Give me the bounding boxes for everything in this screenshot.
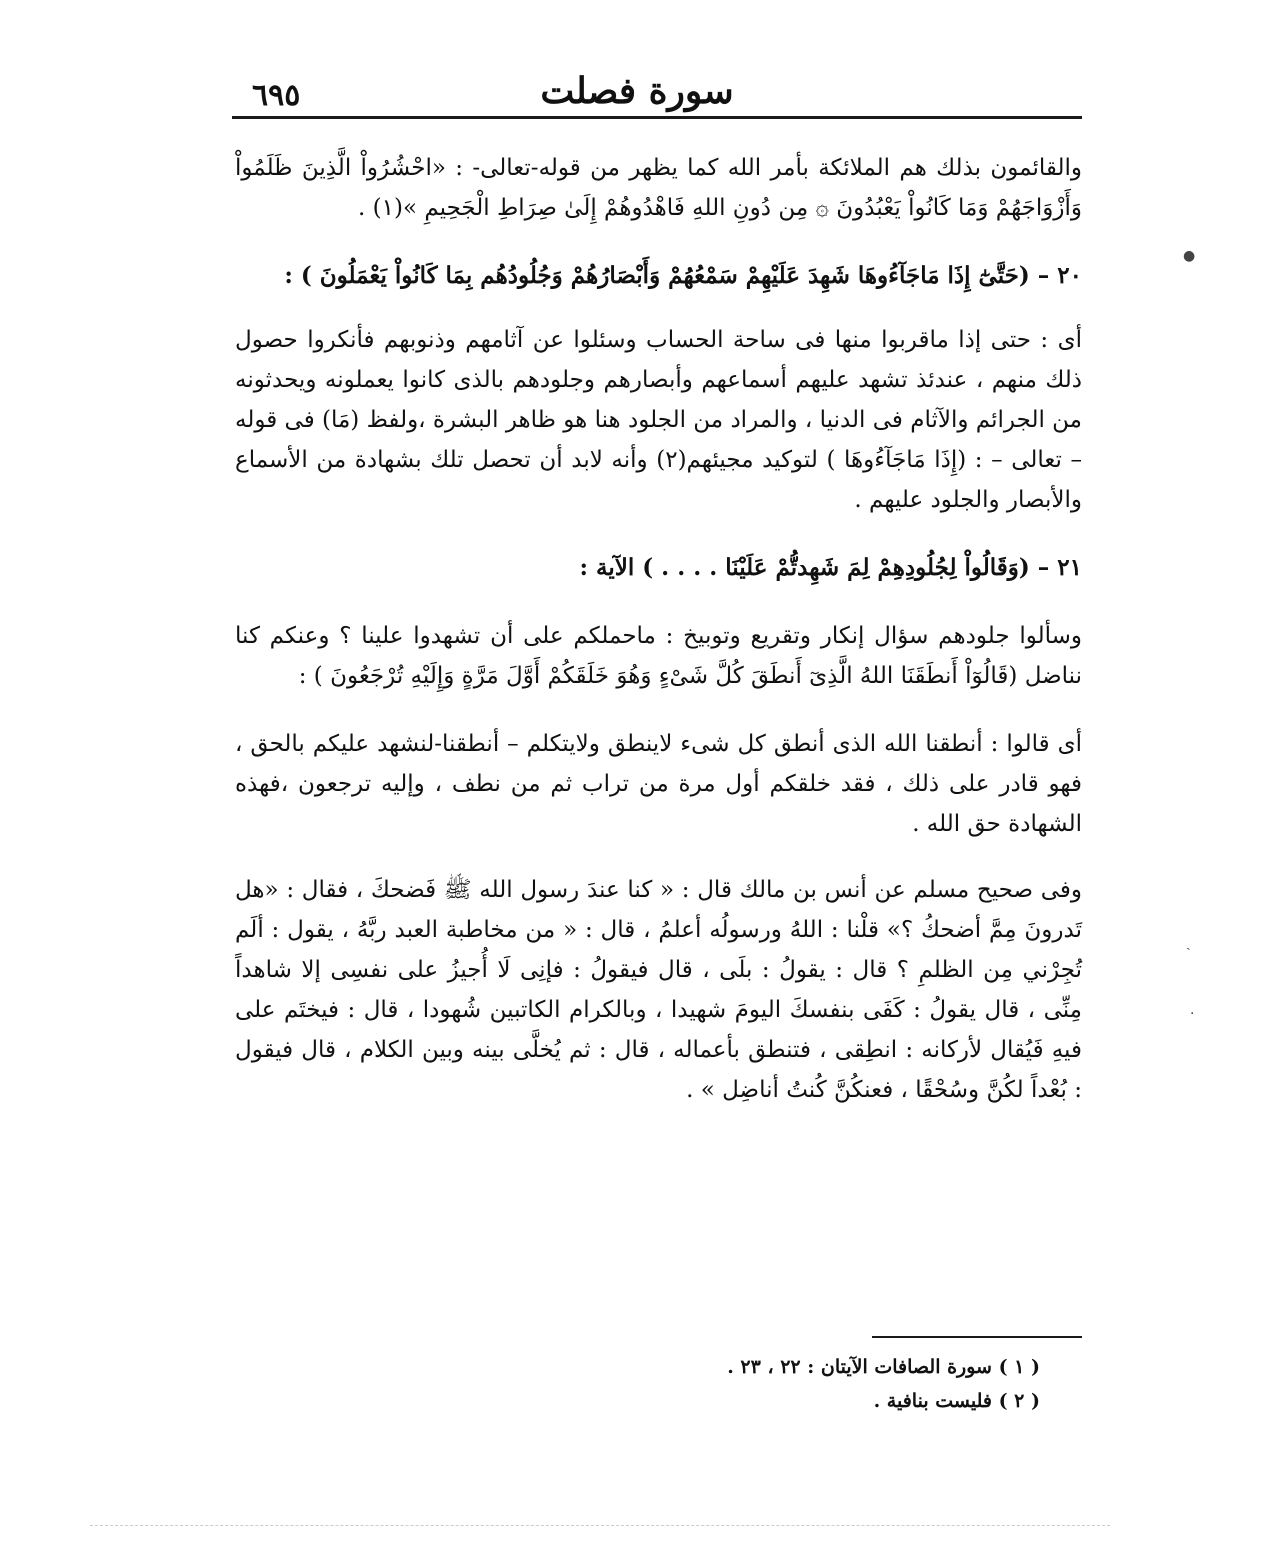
- footnote-rule: [872, 1336, 1082, 1338]
- margin-dot: ·: [1190, 1006, 1195, 1022]
- footnote-1: ( ١ ) سورة الصافات الآيتان : ٢٢ ، ٢٣ .: [727, 1356, 1040, 1378]
- paragraph-hadith: وفى صحيح مسلم عن أنس بن مالك قال : « كنا عندَ رسول الله ﷺ فَضحكَ ، فقال : «هل تَدرونَ مِمَّ أضحكُ ؟» قلْنا : اللهُ ورسولُه أعلمُ ، قال : « من مخاطبة العبد ربَّهُ ، يقول : ألَم تُجِرْني مِن الظلمِ ؟ قال : يقولُ : بلَى ، قال فيقولُ : فإنِى لَا أُجيزُ على نفسِى إلا شاهداً مِنِّى ، قال يقولُ : كَفَى بنفسكَ اليومَ شهيدا ، وبالكرام الكاتبين شُهودا ، قال : فيختَم على فيهِ فَيُقال لأركانه : انطِقى ، فتنطق بأعماله ، قال : ثم يُخلَّى بينه وبين الكلام ، قال فيقول : بُعْداً لكُنَّ وسُحْقًا ، فعنكُنَّ كُنتُ أناضِل » .: [235, 877, 1082, 1103]
- scan-edge-line: [90, 1525, 1110, 1526]
- page-body: [235, 140, 1082, 1110]
- paragraph-verse-20-explanation: أى : حتى إذا ماقربوا منها فى ساحة الحساب وسئلوا عن آثامهم وذنوبهم فأنكروا حصول ذلك منهم ، عندئذ تشهد عليهم أسماعهم وأبصارهم وجلودهم بالذى كانوا يعملونه ويحدثونه من الجرائم والآثام فى الدنيا ، والمراد من الجلود هنا هو ظاهر البشرة ،ولفظ (مَا) فى قوله – تعالى – : (إِذَا مَاجَآءُوهَا ) لتوكيد مجيئهم(٢) وأنه لابد أن تحصل تلك بشهادة من الأسماع والأبصار والجلود عليهم .: [235, 327, 1082, 513]
- header-rule: [232, 116, 1082, 119]
- margin-dot: ●: [1183, 248, 1196, 264]
- footnotes: [600, 1350, 1040, 1418]
- page-title: سورة فصلت: [540, 70, 734, 112]
- verse-21-heading: ٢١ – (وَقَالُواْ لِجُلُودِهِمْ لِمَ شَهِدتُّمْ عَلَيْنَا . . . . ) الآية :: [579, 554, 1082, 581]
- footnote-2: ( ٢ ) فليست بنافية .: [873, 1390, 1040, 1412]
- paragraph-angels-intro: والقائمون بذلك هم الملائكة بأمر الله كما يظهر من قوله-تعالى- : «احْشُرُواْ الَّذِينَ ظَلَمُواْ وَأَزْوَاجَهُمْ وَمَا كَانُواْ يَعْبُدُونَ ۞ مِن دُونِ اللهِ فَاهْدُوهُمْ إِلَىٰ صِرَاطِ الْجَحِيمِ »(١) .: [235, 155, 1082, 221]
- verse-20-heading: ٢٠ – (حَتَّىٰٓ إِذَا مَاجَآءُوهَا شَهِدَ عَلَيْهِمْ سَمْعُهُمْ وَأَبْصَارُهُمْ وَجُلُودُهُم بِمَا كَانُواْ يَعْمَلُونَ ) :: [284, 262, 1082, 289]
- paragraph-verse-21-question: وسألوا جلودهم سؤال إنكار وتقريع وتوبيخ : ماحملكم على أن تشهدوا علينا ؟ وعنكم كنا نناضل (قَالُوٓاْ أَنطَقَنَا اللهُ الَّذِىٓ أَنطَقَ كُلَّ شَىْءٍ وَهُوَ خَلَقَكُمْ أَوَّلَ مَرَّةٍ وَإِلَيْهِ تُرْجَعُونَ ) :: [235, 623, 1082, 689]
- margin-tick: ˎ: [1186, 935, 1191, 951]
- page-number: ٦٩٥: [252, 78, 301, 113]
- paragraph-verse-21-explanation: أى قالوا : أنطقنا الله الذى أنطق كل شىء لاينطق ولايتكلم – أنطقنا-لنشهد عليكم بالحق ، فهو قادر على ذلك ، فقد خلقكم أول مرة من تراب ثم من نطف ، وإليه ترجعون ،فهذه الشهادة حق الله .: [235, 731, 1082, 837]
